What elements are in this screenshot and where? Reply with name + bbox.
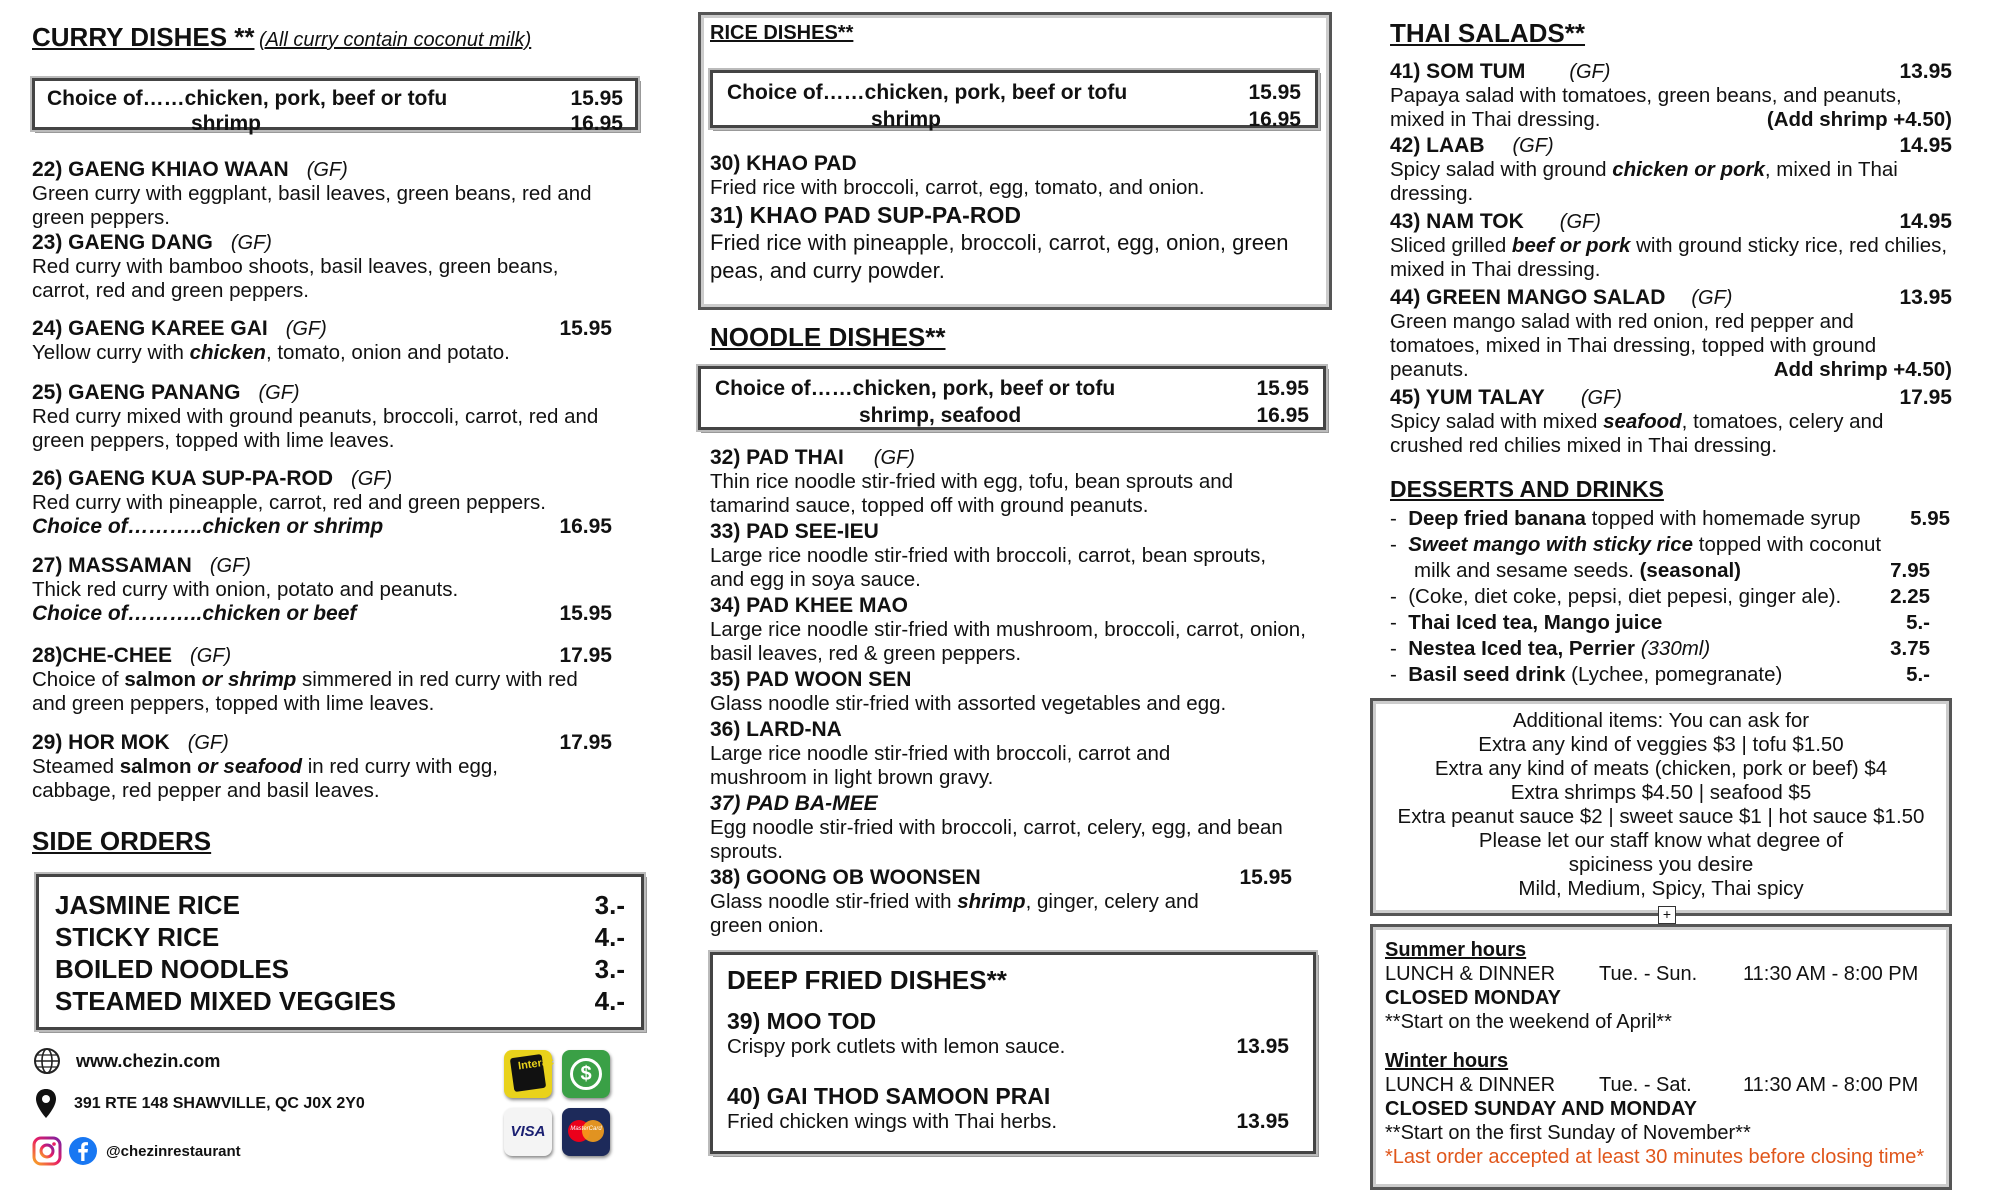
item-name: 35) PAD WOON SEN: [710, 668, 912, 691]
item-name: 23) GAENG DANG: [32, 231, 213, 254]
deep-fried-title: DEEP FRIED DISHES**: [727, 965, 1007, 995]
item-name: 31) KHAO PAD SUP-PA-ROD: [710, 202, 1021, 228]
gf-label: (GF): [351, 468, 393, 490]
item-price: 16.95: [559, 515, 612, 538]
curry-choice-price-2: 16.95: [570, 112, 623, 135]
item-name: 33) PAD SEE-IEU: [710, 520, 879, 543]
menu-item-23: [32, 231, 622, 303]
deep-fried-box: [710, 952, 1316, 1154]
side-item: BOILED NOODLES 3.-: [55, 954, 625, 984]
item-desc: Large rice noodle stir-fried with broccoli, carrot and mushroom in light brown gravy.: [710, 742, 1171, 789]
rice-choice-price-2: 16.95: [1248, 108, 1301, 131]
dessert-item: - (Coke, diet coke, pepsi, diet pepesi, ginger ale). 2.25: [1390, 585, 1930, 608]
menu-item-37: [710, 792, 1310, 864]
rice-choice-box: [710, 70, 1318, 131]
summer-hours-row: LUNCH & DINNER Tue. - Sun. 11:30 AM - 8:00 PM: [1385, 963, 1919, 985]
desserts-title: DESSERTS AND DRINKS: [1390, 476, 1664, 502]
social-handle[interactable]: @chezinrestaurant: [106, 1142, 241, 1160]
winter-hours-title: Winter hours: [1385, 1050, 1509, 1072]
menu-item-35: [710, 668, 1310, 716]
item-price: 15.95: [559, 602, 612, 625]
cash-icon: $: [562, 1050, 610, 1098]
item-desc: Glass noodle stir-fried with assorted vegetables and egg.: [710, 692, 1227, 715]
item-price: 15.95: [1239, 866, 1292, 889]
interac-icon: Interac: [504, 1050, 552, 1098]
item-name: 30) KHAO PAD: [710, 152, 857, 175]
menu-item-27: [32, 554, 612, 626]
item-desc: Choice of salmon or shrimp simmered in red curry with red and green peppers, topped with lime leaves.: [32, 668, 578, 715]
gf-label: (GF): [190, 645, 232, 667]
item-desc: Yellow curry with chicken, tomato, onion and potato.: [32, 341, 510, 364]
instagram-icon[interactable]: [32, 1136, 62, 1166]
menu-item-45: 45) YUM TALAY (GF) 17.95 Spicy salad with mixed seafood, tomatoes, celery and crushed red chilies mixed in Thai dressing.: [1390, 386, 1952, 457]
curry-choice-price: 15.95: [570, 87, 623, 110]
menu-item-41: 41) SOM TUM (GF) 13.95 Papaya salad with tomatoes, green beans, and peanuts, mixed in Thai dressing. (Add shrimp +4.50): [1390, 60, 1952, 131]
item-name: 29) HOR MOK: [32, 731, 170, 754]
dessert-item: - Basil seed drink (Lychee, pomegranate) 5.-: [1390, 663, 1930, 686]
curry-choice-label: Choice of……chicken, pork, beef or tofu: [47, 87, 448, 110]
noodle-title: NOODLE DISHES**: [710, 322, 946, 352]
menu-item-31: [710, 202, 1310, 285]
menu-item-39: Crispy pork cutlets with lemon sauce. 13.95: [727, 1035, 1289, 1058]
item-desc: Green curry with eggplant, basil leaves, green beans, red and green peppers.: [32, 182, 592, 229]
item-desc: Thin rice noodle stir-fried with egg, tofu, bean sprouts and tamarind sauce, topped off with ground peanuts.: [710, 470, 1234, 517]
summer-hours-title: Summer hours: [1385, 939, 1527, 961]
gf-label: (GF): [187, 732, 229, 754]
summer-note: **Start on the weekend of April**: [1385, 1011, 1672, 1033]
address-text: 391 RTE 148 SHAWVILLE, QC J0X 2Y0: [74, 1095, 365, 1112]
item-desc: Egg noodle stir-fried with broccoli, carrot, celery, egg, and bean sprouts.: [710, 816, 1283, 863]
side-item: STICKY RICE 4.-: [55, 922, 625, 952]
menu-item-22: [32, 158, 622, 230]
item-name: 26) GAENG KUA SUP-PA-ROD: [32, 467, 334, 490]
visa-icon: VISA: [504, 1108, 552, 1156]
item-name: 27) MASSAMAN: [32, 554, 192, 577]
winter-hours-row: LUNCH & DINNER Tue. - Sat. 11:30 AM - 8:00 PM: [1385, 1074, 1919, 1096]
item-name: 39) MOO TOD: [727, 1008, 877, 1034]
menu-item-42: 42) LAAB (GF) 14.95 Spicy salad with ground chicken or pork, mixed in Thai dressing.: [1390, 134, 1952, 205]
curry-note: (All curry contain coconut milk): [258, 29, 532, 51]
menu-item-30: [710, 152, 1310, 200]
gf-label: (GF): [209, 555, 251, 577]
gf-label: (GF): [306, 159, 348, 181]
curry-title: CURRY DISHES **: [32, 22, 255, 52]
item-name: 34) PAD KHEE MAO: [710, 594, 908, 617]
item-desc: Thick red curry with onion, potato and peanuts.: [32, 578, 459, 601]
noodle-choice-price: 15.95: [1256, 377, 1309, 400]
curry-choice-label-2: shrimp: [191, 112, 262, 135]
dessert-item: - Nestea Iced tea, Perrier (330ml) 3.75: [1390, 637, 1930, 660]
menu-item-25: [32, 381, 622, 453]
item-name: 25) GAENG PANANG: [32, 381, 241, 404]
website-row[interactable]: [32, 1046, 220, 1076]
gf-label: (GF): [230, 232, 272, 254]
item-name: 37) PAD BA-MEE: [710, 792, 878, 815]
side-item: JASMINE RICE 3.-: [55, 890, 625, 920]
curry-choice-box: [32, 78, 638, 135]
menu-item-26: [32, 467, 612, 539]
noodle-choice-label: Choice of……chicken, pork, beef or tofu: [715, 377, 1116, 400]
address-row: [34, 1088, 365, 1120]
expand-icon[interactable]: +: [1658, 906, 1676, 924]
menu-item-24: [32, 317, 612, 365]
menu-item-33: [710, 520, 1270, 592]
dessert-item: - Sweet mango with sticky rice topped with coconut: [1390, 533, 1882, 556]
mastercard-icon: MasterCard: [562, 1108, 610, 1156]
hours-box: [1370, 924, 1952, 1190]
gf-label: (GF): [873, 447, 915, 469]
side-item: STEAMED MIXED VEGGIES 4.-: [55, 986, 625, 1016]
location-pin-icon: [34, 1088, 58, 1120]
rice-choice-price: 15.95: [1248, 81, 1301, 104]
menu-item-44: 44) GREEN MANGO SALAD (GF) 13.95 Green mango salad with red onion, red pepper and tomatoes, mixed in Thai dressing, topped with ground peanuts. Add shrimp +4.50): [1390, 286, 1952, 381]
dessert-item: - Thai Iced tea, Mango juice 5.-: [1390, 611, 1930, 634]
item-desc: Fried rice with broccoli, carrot, egg, tomato, and onion.: [710, 176, 1205, 199]
noodle-choice-price-2: 16.95: [1256, 404, 1309, 427]
item-desc: Red curry with bamboo shoots, basil leaves, green beans, carrot, red and green peppers.: [32, 255, 559, 302]
summer-closed: CLOSED MONDAY: [1385, 987, 1561, 1009]
menu-item-28: [32, 644, 612, 716]
item-price: 17.95: [559, 731, 612, 754]
winter-closed: CLOSED SUNDAY AND MONDAY: [1385, 1098, 1697, 1120]
menu-item-36: [710, 718, 1270, 790]
salads-title: THAI SALADS**: [1390, 18, 1586, 48]
item-desc: Large rice noodle stir-fried with broccoli, carrot, bean sprouts, and egg in soya sauce.: [710, 544, 1267, 591]
item-desc: Red curry with pineapple, carrot, red and green peppers.: [32, 491, 546, 514]
social-row[interactable]: [32, 1136, 241, 1166]
item-desc: Steamed salmon or seafood in red curry with egg, cabbage, red pepper and basil leaves.: [32, 755, 499, 802]
rice-title: RICE DISHES**: [710, 22, 854, 44]
last-order-note: *Last order accepted at least 30 minutes before closing time*: [1385, 1146, 1925, 1168]
noodle-choice-box: [698, 366, 1326, 430]
menu-item-32: [710, 446, 1310, 518]
menu-item-43: 43) NAM TOK (GF) 14.95 Sliced grilled beef or pork with ground sticky rice, red chilies, mixed in Thai dressing.: [1390, 210, 1952, 281]
item-desc: Red curry mixed with ground peanuts, broccoli, carrot, red and green peppers, topped with lime leaves.: [32, 405, 599, 452]
item-desc: Fried rice with pineapple, broccoli, carrot, egg, onion, green peas, and curry powder.: [710, 230, 1289, 283]
sides-title: SIDE ORDERS: [32, 826, 212, 856]
facebook-icon[interactable]: [68, 1136, 98, 1166]
item-price: 15.95: [559, 317, 612, 340]
sides-box: [36, 874, 644, 1030]
menu-item-29: [32, 731, 612, 803]
rice-choice-label: Choice of……chicken, pork, beef or tofu: [727, 81, 1128, 104]
menu-item-40: Fried chicken wings with Thai herbs. 13.95: [727, 1110, 1289, 1133]
website-link[interactable]: www.chezin.com: [76, 1050, 221, 1071]
winter-note: **Start on the first Sunday of November**: [1385, 1122, 1751, 1144]
item-choice: Choice of………..chicken or beef: [32, 602, 357, 625]
globe-icon: [32, 1046, 62, 1076]
noodle-choice-label-2: shrimp, seafood: [859, 404, 1022, 427]
item-desc: Glass noodle stir-fried with shrimp, ginger, celery and green onion.: [710, 890, 1199, 937]
gf-label: (GF): [285, 318, 327, 340]
menu-item-38: [710, 866, 1292, 938]
additional-items-box: Additional items: You can ask for Extra any kind of veggies $3 | tofu $1.50 Extra any kind of meats (chicken, pork or beef) $4 Extra shrimps $4.50 | seafood $5 Extra peanut sauce $2 | sweet sauce $1 | hot sauce $1.50 Please let our staff know what degree of spiciness you desire Mild, Medium, Spicy, Thai spicy: [1370, 698, 1952, 916]
item-name: 40) GAI THOD SAMOON PRAI: [727, 1083, 1051, 1109]
desserts-list: - Deep fried banana topped with homemade syrup 5.95 - Sweet mango with sticky rice topped with coconut milk and sesame seeds. (seasonal) 7.95 - (Coke, diet coke, pepsi, diet pepesi, ginger ale). 2.25 - Thai Iced tea, Mango juice 5.- - Nestea Iced tea, Perrier (330ml) 3.75 - Basil seed drink (Lychee, pomegranate) 5.-: [1390, 507, 1950, 686]
item-name: 28)CHE-CHEE: [32, 644, 173, 667]
item-price: 17.95: [559, 644, 612, 667]
gf-label: (GF): [258, 382, 300, 404]
curry-header: [32, 22, 531, 53]
menu-item-34: [710, 594, 1310, 666]
item-name: 24) GAENG KAREE GAI: [32, 317, 268, 340]
dessert-item: - Deep fried banana topped with homemade syrup 5.95: [1390, 507, 1950, 530]
item-desc: Large rice noodle stir-fried with mushroom, broccoli, carrot, onion, basil leaves, red & green peppers.: [710, 618, 1306, 665]
item-name: 36) LARD-NA: [710, 718, 842, 741]
item-name: 32) PAD THAI: [710, 446, 844, 469]
item-name: 22) GAENG KHIAO WAAN: [32, 158, 289, 181]
rice-choice-label-2: shrimp: [871, 108, 942, 131]
item-choice: Choice of………..chicken or shrimp: [32, 515, 384, 538]
item-name: 38) GOONG OB WOONSEN: [710, 866, 981, 889]
